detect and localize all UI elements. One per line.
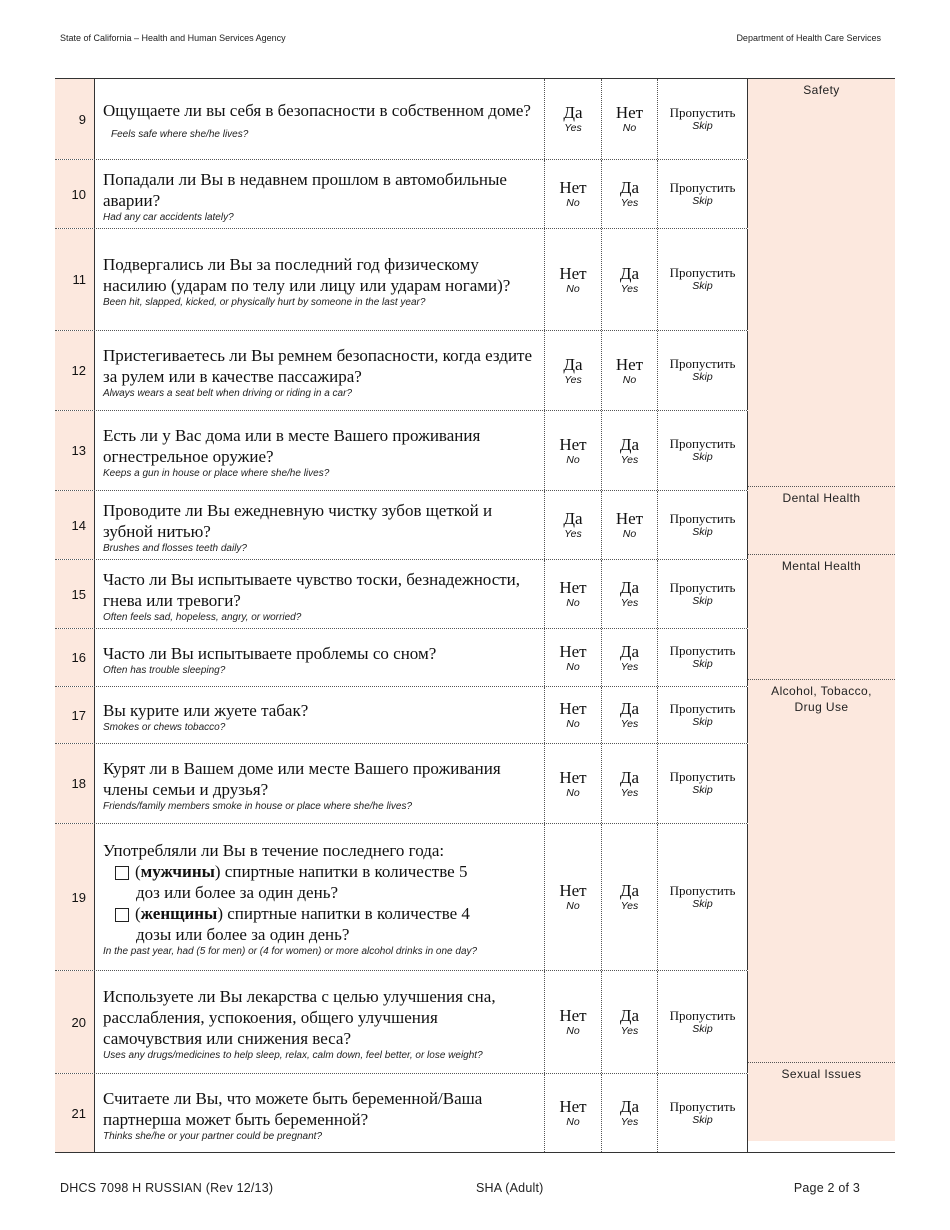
question-cell: [95, 229, 545, 330]
question-text: Вы курите или жуете табак?: [103, 701, 309, 720]
question-cell: [95, 491, 545, 559]
answer-option-1-en: No: [566, 453, 580, 466]
skip-label-en: Skip: [692, 1022, 713, 1035]
answer-option-2[interactable]: [602, 160, 658, 228]
answer-option-1-en: Yes: [564, 528, 582, 540]
answer-option-1[interactable]: [545, 491, 602, 559]
skip-label-en: Skip: [692, 1113, 713, 1126]
skip-label-en: Skip: [692, 280, 713, 292]
answer-option-1-en: No: [566, 660, 580, 673]
question-cell: [95, 560, 545, 628]
skip-option[interactable]: [658, 1074, 748, 1152]
question-text: Часто ли Вы испытываете проблемы со сном?: [103, 643, 437, 663]
answer-option-1-en: Yes: [564, 373, 582, 386]
answer-option-2-en: Yes: [620, 900, 639, 912]
answer-option-2[interactable]: [602, 744, 658, 823]
skip-label-ru: Пропустить: [669, 179, 736, 195]
answer-option-2-ru: Да: [619, 699, 640, 718]
answer-option-1-ru: Нет: [559, 1006, 587, 1025]
form-title: SHA (Adult): [476, 1181, 544, 1195]
answer-option-1-ru: Нет: [559, 178, 587, 197]
question-number: 17: [55, 687, 95, 743]
question-text: Есть ли у Вас дома или в месте Вашего проживания огнестрельное оружие?: [103, 426, 481, 466]
answer-option-2[interactable]: [602, 331, 658, 410]
answer-option-1-en: No: [566, 786, 580, 799]
question-number: 12: [55, 331, 95, 410]
skip-label-en: Skip: [692, 371, 713, 383]
skip-option[interactable]: [658, 824, 748, 970]
skip-label-en: Skip: [692, 451, 713, 463]
answer-option-1[interactable]: [545, 824, 602, 970]
skip-label-ru: Пропустить: [669, 579, 736, 595]
skip-label-en: Skip: [692, 715, 713, 728]
question-cell: [95, 411, 545, 490]
skip-option[interactable]: [658, 560, 748, 628]
answer-option-2-en: Yes: [620, 718, 639, 730]
skip-option[interactable]: [658, 229, 748, 330]
answer-option-1-ru: Нет: [559, 434, 587, 454]
answer-option-2-en: Yes: [620, 660, 639, 673]
answer-option-1-en: No: [566, 1025, 580, 1037]
category-alcohol-tobacco-drug-use: Alcohol, Tobacco, Drug Use: [748, 680, 895, 1063]
question-text: Подвергались ли Вы за последний год физическому насилию (ударам по телу или лицу или ударам ногами)?: [103, 255, 511, 295]
question-number: 15: [55, 560, 95, 628]
answer-option-2-ru: Да: [619, 434, 640, 454]
answer-option-2-ru: Да: [619, 578, 640, 597]
answer-option-2-ru: Нет: [615, 354, 644, 374]
answer-option-2-en: Yes: [620, 1116, 639, 1128]
question-translation: Keeps a gun in house or place where she/he lives?: [103, 468, 330, 479]
answer-option-1-ru: Нет: [559, 578, 587, 597]
answer-option-2[interactable]: [602, 629, 658, 686]
question-translation: Had any car accidents lately?: [103, 211, 234, 223]
answer-option-2-en: Yes: [620, 1025, 639, 1037]
answer-option-1-en: No: [566, 597, 580, 609]
men-text-cont: доз или более за один день?: [136, 883, 338, 902]
answer-option-1-ru: Да: [563, 103, 583, 122]
women-text: ) спиртные напитки в количестве 4: [217, 904, 470, 923]
men-text: ) спиртные напитки в количестве 5: [214, 862, 468, 881]
question-cell: [95, 79, 545, 159]
answer-option-1[interactable]: [545, 79, 602, 159]
question-translation: Smokes or chews tobacco?: [103, 722, 226, 733]
answer-option-1[interactable]: [545, 160, 602, 228]
question-translation: Been hit, slapped, kicked, or physically hurt by someone in the last year?: [103, 297, 426, 308]
skip-label-ru: Пропустить: [669, 510, 736, 526]
question-number: 19: [55, 824, 95, 970]
category-mental-health: Mental Health: [748, 555, 895, 680]
skip-label-en: Skip: [692, 594, 713, 607]
men-checkbox[interactable]: [115, 866, 129, 880]
question-text: Ощущаете ли вы себя в безопасности в собственном доме?: [103, 101, 531, 120]
answer-option-2-ru: Да: [619, 767, 640, 787]
skip-label-en: Skip: [692, 119, 713, 132]
page-number: Page 2 of 3: [793, 1181, 860, 1195]
answer-option-2[interactable]: [602, 824, 658, 970]
answer-option-1[interactable]: [545, 629, 602, 686]
skip-label-ru: Пропустить: [669, 265, 736, 280]
answer-option-2-en: Yes: [620, 597, 639, 609]
answer-option-2-en: No: [622, 373, 637, 386]
answer-option-1-en: No: [566, 1116, 580, 1128]
answer-option-2-ru: Нет: [615, 509, 644, 528]
answer-option-1[interactable]: [545, 229, 602, 330]
skip-label-en: Skip: [692, 784, 713, 796]
women-checkbox[interactable]: [115, 908, 129, 922]
answer-option-2-ru: Да: [619, 263, 640, 283]
question-translation: Often feels sad, hopeless, angry, or worried?: [103, 611, 302, 623]
question-number: 21: [55, 1074, 95, 1152]
skip-label-ru: Пропустить: [669, 104, 736, 120]
question-translation: Always wears a seat belt when driving or riding in a car?: [103, 388, 353, 399]
skip-option[interactable]: [658, 744, 748, 823]
skip-option[interactable]: [658, 687, 748, 743]
question-translation: Uses any drugs/medicines to help sleep, relax, calm down, feel better, or lose weight?: [103, 1050, 483, 1061]
skip-label-ru: Пропустить: [669, 436, 736, 451]
category-safety: Safety: [748, 79, 895, 487]
answer-option-1-ru: Нет: [559, 767, 587, 787]
question-number: 14: [55, 491, 95, 559]
skip-label-en: Skip: [692, 194, 713, 207]
question-translation: Brushes and flosses teeth daily?: [103, 542, 247, 554]
question-text: Употребляли ли Вы в течение последнего года:: [103, 841, 445, 860]
skip-label-ru: Пропустить: [669, 882, 736, 898]
answer-option-2[interactable]: [602, 491, 658, 559]
question-text: Часто ли Вы испытываете чувство тоски, безнадежности, гнева или тревоги?: [103, 569, 521, 610]
skip-label-ru: Пропустить: [669, 1007, 736, 1023]
skip-option[interactable]: [658, 411, 748, 490]
question-translation: Thinks she/he or your partner could be pregnant?: [103, 1130, 323, 1142]
answer-option-2[interactable]: [602, 1074, 658, 1152]
men-label: мужчины: [140, 862, 215, 881]
answer-option-1-ru: Нет: [559, 881, 587, 900]
answer-option-1[interactable]: [545, 331, 602, 410]
skip-label-en: Skip: [692, 658, 713, 670]
answer-option-2-en: Yes: [620, 453, 639, 466]
agency-header: State of California – Health and Human Services Agency: [60, 33, 286, 43]
skip-label-ru: Пропустить: [669, 700, 736, 716]
question-text: Считаете ли Вы, что можете быть беременной/Ваша партнерша может быть беременной?: [103, 1088, 483, 1129]
answer-option-2-en: Yes: [620, 282, 639, 295]
answer-option-1[interactable]: [545, 411, 602, 490]
answer-option-1[interactable]: [545, 971, 602, 1073]
skip-label-en: Skip: [692, 525, 713, 538]
question-text: Курят ли в Вашем доме или месте Вашего проживания члены семьи и друзья?: [103, 759, 501, 799]
answer-option-1[interactable]: [545, 687, 602, 743]
question-cell: [95, 1074, 545, 1152]
question-translation: In the past year, had (5 for men) or (4 for women) or more alcohol drinks in one day?: [103, 946, 478, 957]
question-number: 13: [55, 411, 95, 490]
question-number: 18: [55, 744, 95, 823]
answer-option-2-en: Yes: [620, 197, 639, 209]
question-cell: [95, 687, 545, 743]
answer-option-2[interactable]: [602, 971, 658, 1073]
question-text: Проводите ли Вы ежедневную чистку зубов щеткой и зубной нитью?: [103, 500, 493, 541]
answer-option-1[interactable]: [545, 744, 602, 823]
form-number: DHCS 7098 H RUSSIAN (Rev 12/13): [60, 1181, 274, 1195]
answer-option-2-en: No: [622, 528, 637, 540]
answer-option-1-en: No: [566, 718, 580, 730]
skip-option[interactable]: [658, 331, 748, 410]
skip-label-ru: Пропустить: [669, 1098, 736, 1114]
answer-option-1-ru: Нет: [559, 699, 587, 718]
question-cell: [95, 331, 545, 410]
skip-label-ru: Пропустить: [669, 643, 736, 658]
answer-option-2-ru: Да: [619, 1006, 640, 1025]
skip-option[interactable]: [658, 629, 748, 686]
answer-option-2-en: No: [622, 122, 637, 134]
answer-option-1-ru: Нет: [559, 641, 587, 661]
question-number: 16: [55, 629, 95, 686]
question-translation: Friends/family members smoke in house or place where she/he lives?: [103, 801, 413, 812]
question-cell: [95, 629, 545, 686]
answer-option-1-ru: Да: [563, 354, 583, 374]
answer-option-2[interactable]: [602, 229, 658, 330]
question-text: Используете ли Вы лекарства с целью улучшения сна, расслабления, успокоения, общего улучшения самочувствия или снижения веса?: [103, 987, 496, 1048]
answer-option-2[interactable]: [602, 687, 658, 743]
skip-option[interactable]: [658, 491, 748, 559]
skip-option[interactable]: [658, 160, 748, 228]
answer-option-1-en: No: [566, 900, 580, 912]
question-translation: Feels safe where she/he lives?: [111, 129, 249, 140]
answer-option-1-ru: Да: [563, 509, 583, 528]
question-text: Попадали ли Вы в недавнем прошлом в автомобильные аварии?: [103, 169, 507, 210]
answer-option-2-ru: Да: [619, 178, 640, 197]
answer-option-1[interactable]: [545, 560, 602, 628]
skip-label-ru: Пропустить: [669, 356, 736, 371]
answer-option-2[interactable]: [602, 560, 658, 628]
category-dental-health: Dental Health: [748, 487, 895, 555]
question-cell: Употребляли ли Вы в течение последнего года: (мужчины) спиртные напитки в количестве 5 доз или более за один день? (женщины) спиртные напитки в количестве 4 дозы или более за один день? In the past year, had (5 for men) or (4 for women) or more alcohol drinks in one day?: [95, 824, 545, 970]
answer-option-2-ru: Да: [619, 641, 640, 661]
answer-option-2[interactable]: [602, 411, 658, 490]
question-cell: [95, 160, 545, 228]
skip-label-en: Skip: [692, 897, 713, 910]
women-text-cont: дозы или более за один день?: [136, 925, 350, 944]
answer-option-1-en: Yes: [564, 122, 582, 134]
answer-option-1-en: No: [566, 197, 580, 209]
question-cell: [95, 971, 545, 1073]
answer-option-2-ru: Да: [619, 881, 640, 900]
category-sexual-issues: Sexual Issues: [748, 1063, 895, 1141]
question-cell: [95, 744, 545, 823]
answer-option-1[interactable]: [545, 1074, 602, 1152]
question-text: Пристегиваетесь ли Вы ремнем безопасности, когда ездите за рулем или в качестве пассажира?: [103, 346, 533, 386]
department-header: Department of Health Care Services: [736, 33, 881, 43]
skip-option[interactable]: [658, 79, 748, 159]
women-label: женщины: [140, 904, 218, 923]
skip-option[interactable]: [658, 971, 748, 1073]
question-translation: Often has trouble sleeping?: [103, 664, 226, 676]
question-number: 9: [55, 79, 95, 159]
question-number: 10: [55, 160, 95, 228]
answer-option-2-ru: Нет: [615, 103, 644, 122]
question-number: 11: [55, 229, 95, 330]
answer-option-1-ru: Нет: [559, 263, 587, 283]
answer-option-2-ru: Да: [619, 1097, 640, 1116]
answer-option-1-en: No: [566, 282, 580, 295]
answer-option-1-ru: Нет: [559, 1097, 587, 1116]
answer-option-2-en: Yes: [620, 786, 639, 799]
question-number: 20: [55, 971, 95, 1073]
answer-option-2[interactable]: [602, 79, 658, 159]
skip-label-ru: Пропустить: [669, 769, 736, 784]
